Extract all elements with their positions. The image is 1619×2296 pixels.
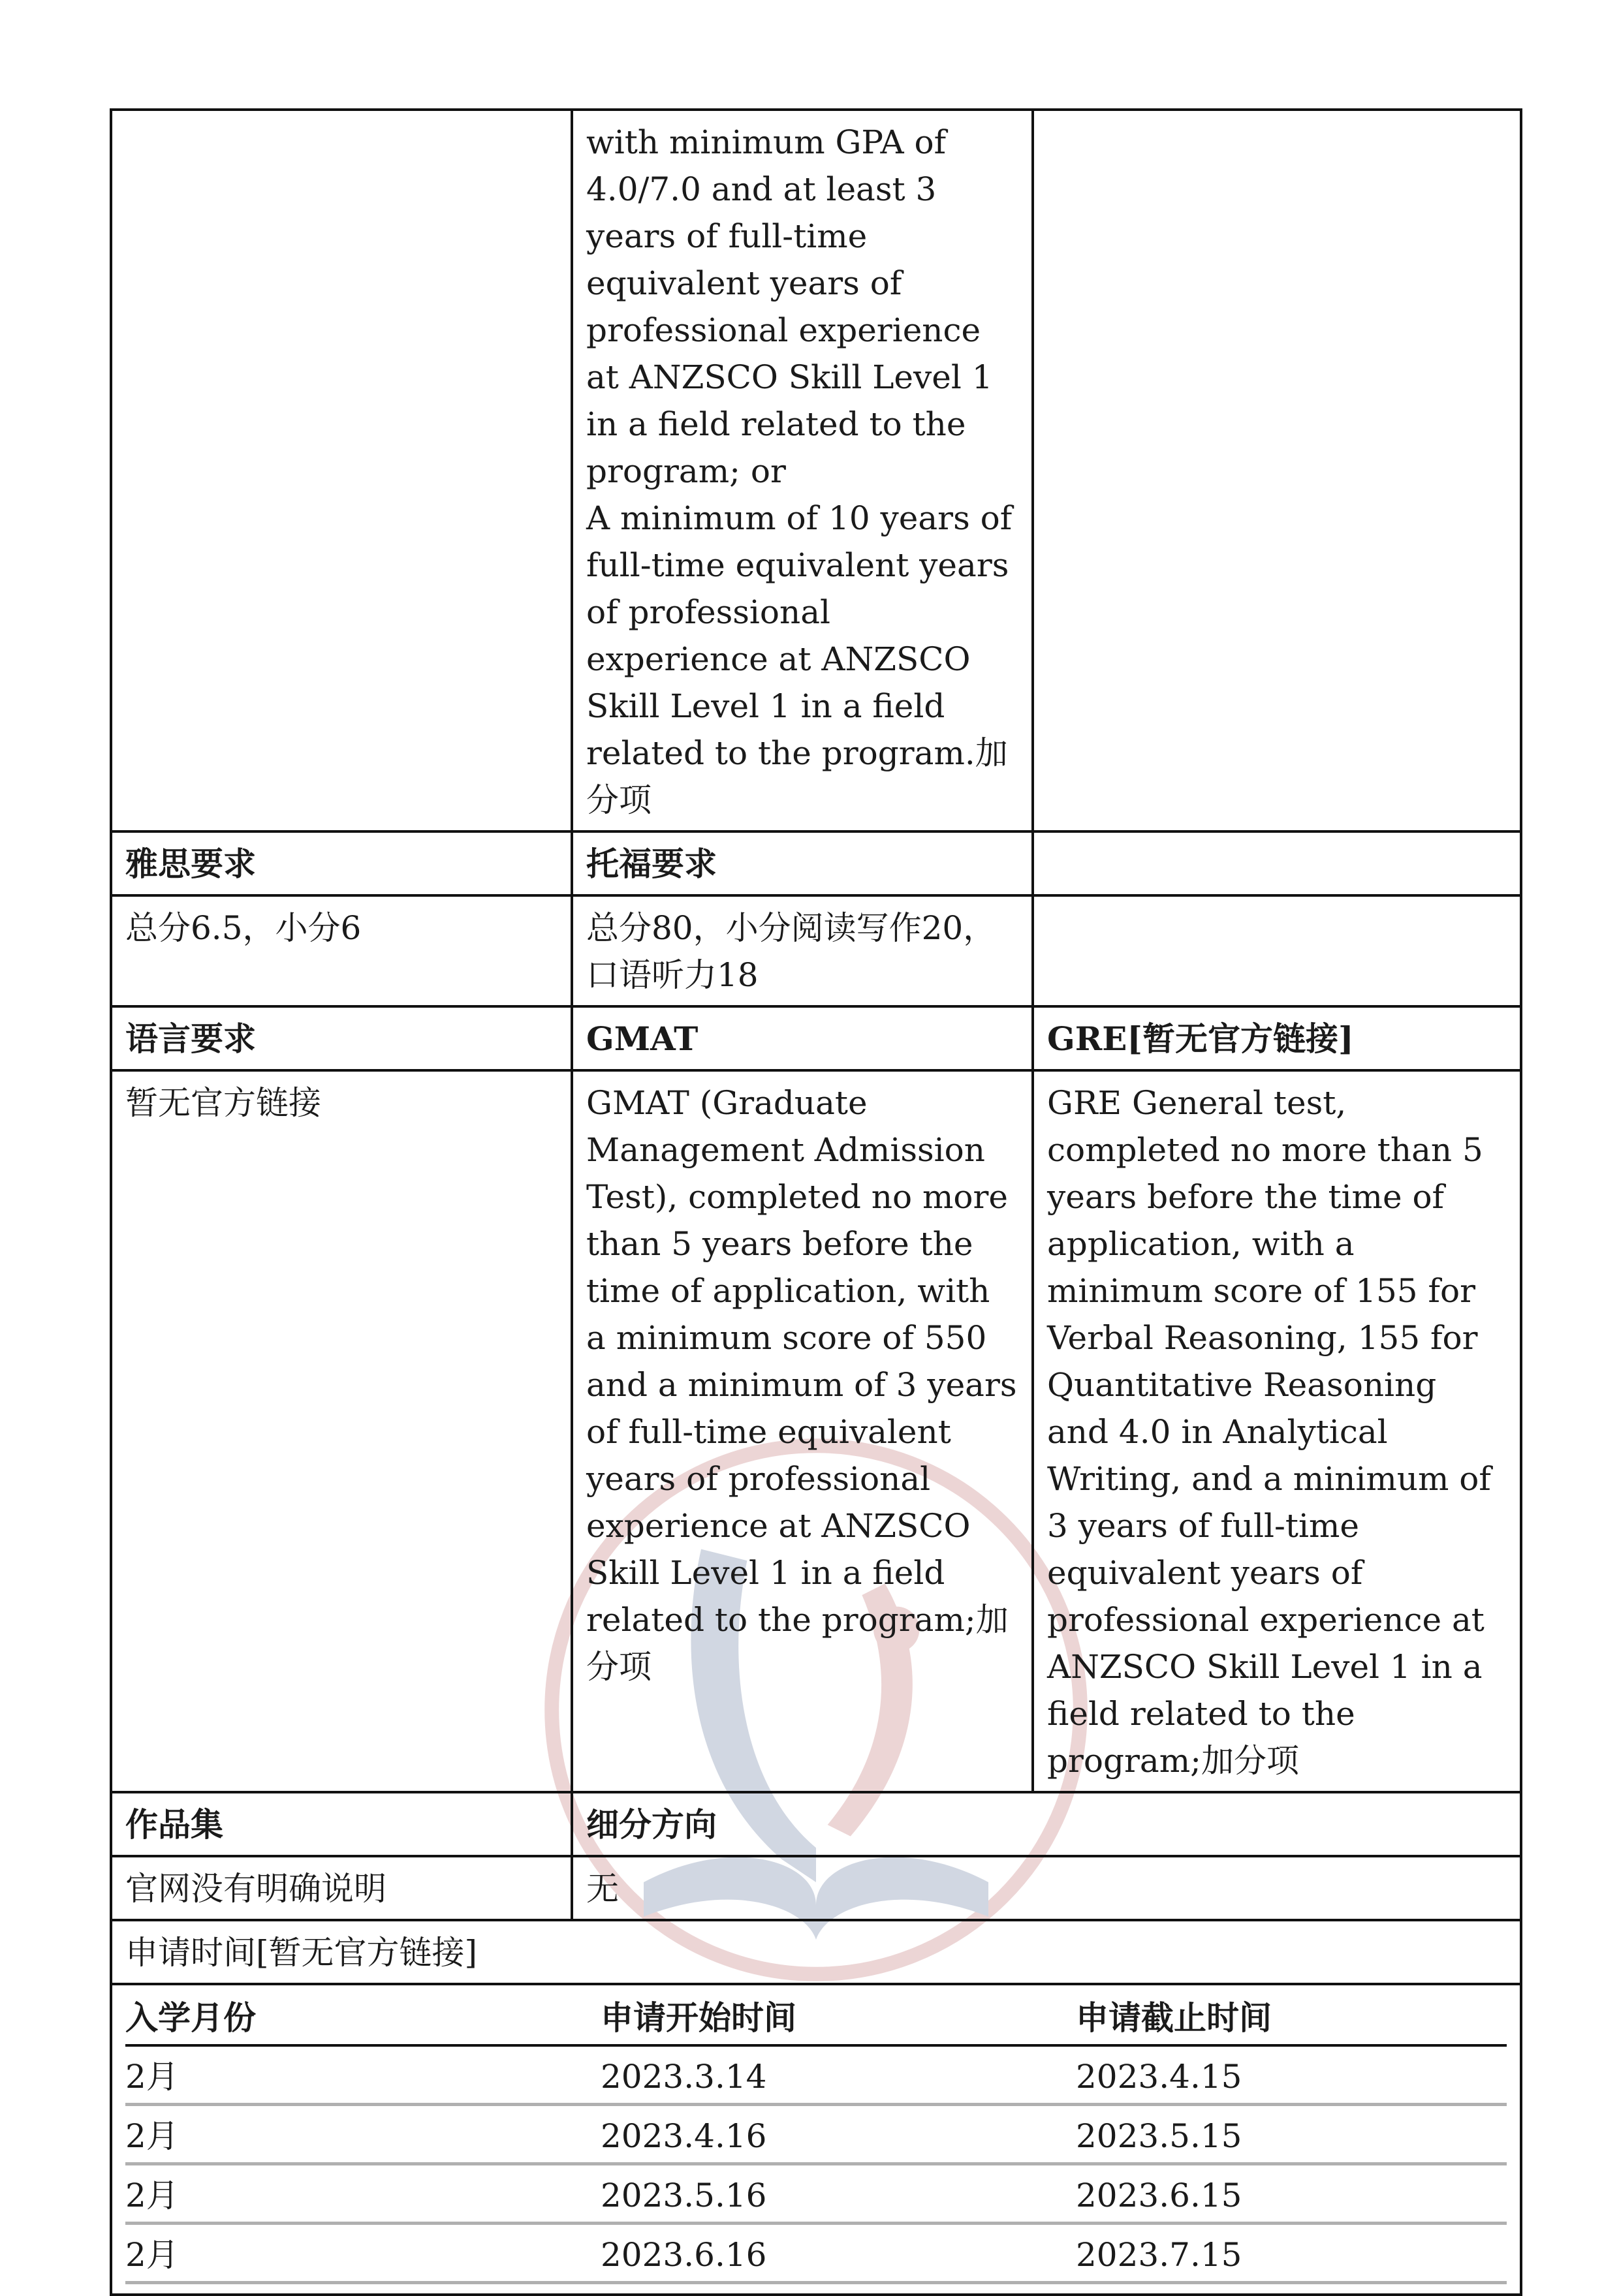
toefl-header: 托福要求 bbox=[572, 831, 1033, 895]
test-value-empty bbox=[1033, 895, 1521, 1006]
intake-month: 2月 bbox=[125, 2105, 601, 2164]
deadline: 2023.5.15 bbox=[1076, 2105, 1507, 2164]
schedule-row bbox=[111, 1984, 1521, 2295]
requirements-table bbox=[110, 108, 1522, 2296]
test-value-row bbox=[111, 895, 1521, 1006]
portfolio-value: 官网没有明确说明 bbox=[111, 1856, 572, 1920]
header-start-date: 申请开始时间 bbox=[601, 1985, 1076, 2045]
language-value: 暂无官方链接 bbox=[111, 1070, 572, 1792]
gre-header: GRE[暂无官方链接] bbox=[1033, 1006, 1521, 1070]
deadline: 2023.6.15 bbox=[1076, 2164, 1507, 2224]
language-value-row bbox=[111, 1070, 1521, 1792]
schedule-row-1 bbox=[125, 2045, 1507, 2105]
schedule-table bbox=[125, 1985, 1507, 2284]
apply-time-title-row bbox=[111, 1920, 1521, 1984]
toefl-value: 总分80，小分阅读写作20，口语听力18 bbox=[572, 895, 1033, 1006]
start-date: 2023.6.16 bbox=[601, 2224, 1076, 2283]
apply-time-title: 申请时间[暂无官方链接] bbox=[111, 1920, 1521, 1984]
test-header-row bbox=[111, 831, 1521, 895]
language-header-row bbox=[111, 1006, 1521, 1070]
test-header-empty bbox=[1033, 831, 1521, 895]
gre-value: GRE General test, completed no more than 5 years before the time of application, with a minimum score of 155 for Verbal Reasoning, 155 for Quantitative Reasoning and 4.0 in Analytical Writing, and a minimum of 3 years of full-time equivalent years of professional experience at ANZSCO Skill Level 1 in a field related to the program;加分项 bbox=[1033, 1070, 1521, 1792]
gmat-value: GMAT (Graduate Management Admission Test), completed no more than 5 years before the time of application, with a minimum score of 550 and a minimum of 3 years of full-time equivalent years of professional experience at ANZSCO Skill Level 1 in a field related to the program;加分项 bbox=[572, 1070, 1033, 1792]
intake-month: 2月 bbox=[125, 2045, 601, 2105]
intake-month: 2月 bbox=[125, 2164, 601, 2224]
academic-requirement-text: with minimum GPA of 4.0/7.0 and at least 3 years of full-time equivalent years of professional experience at ANZSCO Skill Level 1 in a field related to the program; or bbox=[586, 123, 993, 490]
academic-alt-requirement-text: A minimum of 10 years of full-time equivalent years of professional experience at ANZSCO Skill Level 1 in a field related to the program.加分项 bbox=[586, 499, 1013, 819]
deadline: 2023.4.15 bbox=[1076, 2045, 1507, 2105]
portfolio-header: 作品集 bbox=[111, 1792, 572, 1856]
portfolio-value-row bbox=[111, 1856, 1521, 1920]
academic-row bbox=[111, 110, 1521, 831]
deadline: 2023.7.15 bbox=[1076, 2224, 1507, 2283]
schedule-row-2 bbox=[125, 2105, 1507, 2164]
direction-value: 无 bbox=[572, 1856, 1521, 1920]
schedule-row-4 bbox=[125, 2224, 1507, 2283]
header-deadline: 申请截止时间 bbox=[1076, 1985, 1507, 2045]
header-intake-month: 入学月份 bbox=[125, 1985, 601, 2045]
ielts-value: 总分6.5，小分6 bbox=[111, 895, 572, 1006]
intake-month: 2月 bbox=[125, 2224, 601, 2283]
schedule-row-3 bbox=[125, 2164, 1507, 2224]
start-date: 2023.4.16 bbox=[601, 2105, 1076, 2164]
start-date: 2023.3.14 bbox=[601, 2045, 1076, 2105]
start-date: 2023.5.16 bbox=[601, 2164, 1076, 2224]
language-header: 语言要求 bbox=[111, 1006, 572, 1070]
gmat-header: GMAT bbox=[572, 1006, 1033, 1070]
academic-empty-cell bbox=[111, 110, 572, 831]
portfolio-header-row bbox=[111, 1792, 1521, 1856]
schedule-header-row bbox=[125, 1985, 1507, 2045]
direction-header: 细分方向 bbox=[572, 1792, 1521, 1856]
schedule-cell bbox=[111, 1984, 1521, 2295]
academic-right-cell bbox=[1033, 110, 1521, 831]
ielts-header: 雅思要求 bbox=[111, 831, 572, 895]
academic-mid-cell bbox=[572, 110, 1033, 831]
